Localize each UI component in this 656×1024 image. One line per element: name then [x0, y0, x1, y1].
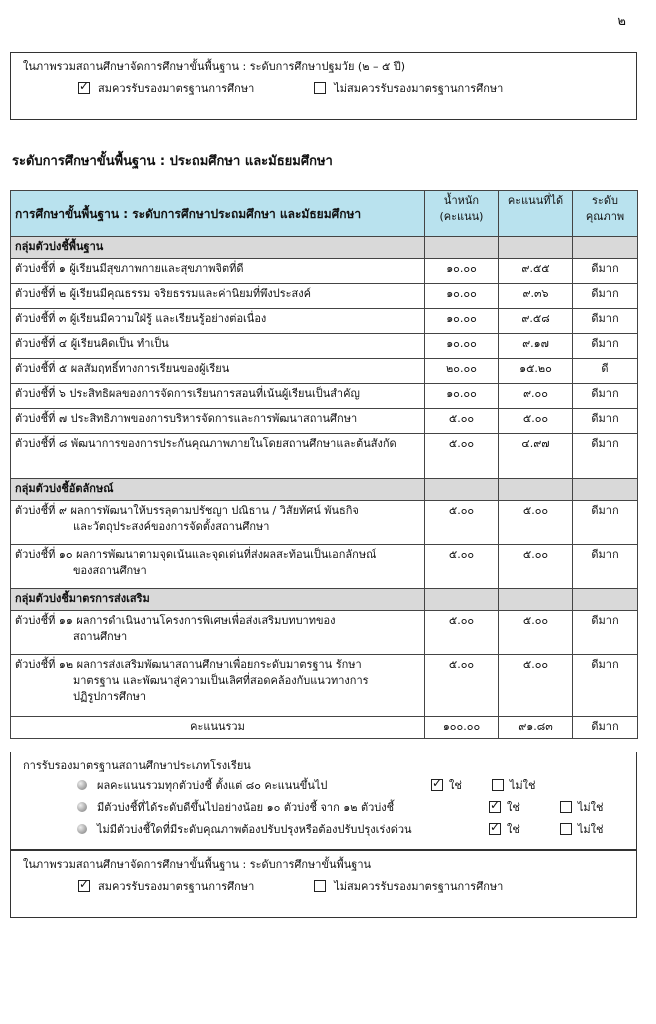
bottom-option-certify-label: สมควรรับรองมาตรฐานการศึกษา [98, 880, 255, 893]
indicator-label [11, 655, 425, 717]
indicator-table [10, 190, 638, 739]
top-option-not-certify[interactable] [314, 79, 503, 97]
indicator-label-line: ของสถานศึกษา [73, 564, 147, 577]
total-weight: ๑๐๐.๐๐ [425, 717, 499, 739]
indicator-label: ตัวบ่งชี้ที่ ๘ พัฒนาการของการประกันคุณภาพภายในโดยสถานศึกษาและต้นสังกัด [11, 434, 425, 479]
indicator-weight: ๕.๐๐ [425, 655, 499, 717]
criteria-row [23, 818, 624, 840]
criteria-yes[interactable] [489, 820, 520, 838]
indicator-level: ดีมาก [573, 501, 638, 545]
indicator-level: ดีมาก [573, 384, 638, 409]
indicator-level: ดีมาก [573, 611, 638, 655]
bottom-summary-box [10, 850, 637, 918]
indicator-weight: ๑๐.๐๐ [425, 259, 499, 284]
indicator-label: ตัวบ่งชี้ที่ ๓ ผู้เรียนมีความใฝ่รู้ และเรียนรู้อย่างต่อเนื่อง [11, 309, 425, 334]
indicator-weight: ๕.๐๐ [425, 409, 499, 434]
indicator-label-line: ตัวบ่งชี้ที่ ๙ ผลการพัฒนาให้บรรลุตามปรัชญา ปณิธาน / วิสัยทัศน์ พันธกิจ [15, 504, 359, 517]
indicator-level: ดีมาก [573, 655, 638, 717]
indicator-level: ดีมาก [573, 434, 638, 479]
criteria-text: ไม่มีตัวบ่งชี้ใดที่มีระดับคุณภาพต้องปรับปรุงหรือต้องปรับปรุงเร่งด่วน [97, 823, 412, 836]
indicator-level: ดี [573, 359, 638, 384]
indicator-weight: ๑๐.๐๐ [425, 309, 499, 334]
indicator-level: ดีมาก [573, 284, 638, 309]
empty-checkbox-icon[interactable] [560, 823, 572, 835]
criteria-yes[interactable] [431, 776, 462, 794]
indicator-label-line: ตัวบ่งชี้ที่ ๑๒ ผลการส่งเสริมพัฒนาสถานศึกษาเพื่อยกระดับมาตรฐาน รักษา [15, 658, 362, 671]
indicator-weight: ๑๐.๐๐ [425, 284, 499, 309]
bottom-summary-title: ในภาพรวมสถานศึกษาจัดการศึกษาขั้นพื้นฐาน : ระดับการศึกษาขั้นพื้นฐาน [23, 858, 372, 871]
criteria-yes[interactable] [489, 798, 520, 816]
indicator-level: ดีมาก [573, 309, 638, 334]
indicator-level: ดีมาก [573, 334, 638, 359]
indicator-weight: ๕.๐๐ [425, 501, 499, 545]
indicator-label: ตัวบ่งชี้ที่ ๗ ประสิทธิภาพของการบริหารจัดการและการพัฒนาสถานศึกษา [11, 409, 425, 434]
bottom-option-not-certify[interactable] [314, 877, 503, 895]
indicator-score: ๙.๑๗ [499, 334, 573, 359]
indicator-weight: ๕.๐๐ [425, 434, 499, 479]
indicator-label-line: ปฏิรูปการศึกษา [73, 690, 147, 703]
header-weight: น้ำหนัก (คะแนน) [425, 191, 499, 237]
indicator-score: ๕.๐๐ [499, 409, 573, 434]
empty-checkbox-icon[interactable] [314, 880, 326, 892]
indicator-weight: ๕.๐๐ [425, 611, 499, 655]
bottom-option-certify[interactable] [78, 877, 254, 895]
indicator-weight: ๑๐.๐๐ [425, 384, 499, 409]
checked-checkbox-icon[interactable] [78, 82, 90, 94]
bottom-option-not-certify-label: ไม่สมควรรับรองมาตรฐานการศึกษา [334, 880, 504, 893]
indicator-label [11, 545, 425, 589]
bottom-summary-options [23, 877, 624, 895]
certification-criteria [10, 752, 637, 850]
indicator-label: ตัวบ่งชี้ที่ ๖ ประสิทธิผลของการจัดการเรียนการสอนที่เน้นผู้เรียนเป็นสำคัญ [11, 384, 425, 409]
criteria-text: ผลคะแนนรวมทุกตัวบ่งชี้ ตั้งแต่ ๘๐ คะแนนขึ้นไป [97, 779, 328, 792]
criteria-no[interactable] [492, 776, 536, 794]
checked-checkbox-icon[interactable] [489, 823, 501, 835]
top-summary-options [23, 79, 624, 97]
checked-checkbox-icon[interactable] [431, 779, 443, 791]
yes-label: ใช่ [507, 801, 520, 814]
top-option-not-certify-label: ไม่สมควรรับรองมาตรฐานการศึกษา [334, 82, 504, 95]
yes-label: ใช่ [449, 779, 462, 792]
indicator-label [11, 611, 425, 655]
no-label: ไม่ใช่ [509, 779, 536, 792]
indicator-score: ๕.๐๐ [499, 655, 573, 717]
indicator-label-line: มาตรฐาน และพัฒนาสู่ความเป็นเลิศที่สอดคล้องกับแนวทางการ [73, 674, 369, 687]
indicator-score: ๙.๕๕ [499, 259, 573, 284]
group-promotion: กลุ่มตัวบ่งชี้มาตรการส่งเสริม [11, 589, 425, 611]
indicator-label: ตัวบ่งชี้ที่ ๕ ผลสัมฤทธิ์ทางการเรียนของผู้เรียน [11, 359, 425, 384]
section-heading: ระดับการศึกษาขั้นพื้นฐาน : ประถมศึกษา และมัธยมศึกษา [12, 154, 333, 169]
total-level: ดีมาก [573, 717, 638, 739]
bullet-icon [77, 780, 87, 790]
indicator-label: ตัวบ่งชี้ที่ ๑ ผู้เรียนมีสุขภาพกายและสุขภาพจิตที่ดี [11, 259, 425, 284]
criteria-title: การรับรองมาตรฐานสถานศึกษาประเภทโรงเรียน [23, 759, 251, 772]
indicator-score: ๙.๕๘ [499, 309, 573, 334]
indicator-label: ตัวบ่งชี้ที่ ๒ ผู้เรียนมีคุณธรรม จริยธรรมและค่านิยมที่พึงประสงค์ [11, 284, 425, 309]
indicator-weight: ๕.๐๐ [425, 545, 499, 589]
empty-checkbox-icon[interactable] [560, 801, 572, 813]
criteria-row [23, 774, 624, 796]
indicator-level: ดีมาก [573, 259, 638, 284]
criteria-no[interactable] [560, 820, 604, 838]
top-option-certify-label: สมควรรับรองมาตรฐานการศึกษา [98, 82, 255, 95]
indicator-level: ดีมาก [573, 409, 638, 434]
group-basic: กลุ่มตัวบ่งชี้พื้นฐาน [11, 237, 425, 259]
header-score: คะแนนที่ได้ [499, 191, 573, 237]
bullet-icon [77, 824, 87, 834]
header-quality: ระดับ คุณภาพ [573, 191, 638, 237]
top-summary-title: ในภาพรวมสถานศึกษาจัดการศึกษาขั้นพื้นฐาน : ระดับการศึกษาปฐมวัย (๒ – ๕ ปี) [23, 60, 406, 73]
indicator-score: ๕.๐๐ [499, 545, 573, 589]
criteria-no[interactable] [560, 798, 604, 816]
indicator-level: ดีมาก [573, 545, 638, 589]
criteria-row [23, 796, 624, 818]
indicator-weight: ๑๐.๐๐ [425, 334, 499, 359]
indicator-label-line: ตัวบ่งชี้ที่ ๑๐ ผลการพัฒนาตามจุดเน้นและจุดเด่นที่ส่งผลสะท้อนเป็นเอกลักษณ์ [15, 548, 377, 561]
indicator-label-line: สถานศึกษา [73, 630, 128, 643]
yes-label: ใช่ [507, 823, 520, 836]
page-number: ๒ [617, 14, 626, 29]
empty-checkbox-icon[interactable] [492, 779, 504, 791]
indicator-score: ๕.๐๐ [499, 611, 573, 655]
indicator-label: ตัวบ่งชี้ที่ ๔ ผู้เรียนคิดเป็น ทำเป็น [11, 334, 425, 359]
checked-checkbox-icon[interactable] [489, 801, 501, 813]
indicator-label [11, 501, 425, 545]
criteria-text: มีตัวบ่งชี้ที่ได้ระดับดีขึ้นไปอย่างน้อย ๑๐ ตัวบ่งชี้ จาก ๑๒ ตัวบ่งชี้ [97, 801, 395, 814]
total-score: ๙๑.๘๓ [499, 717, 573, 739]
top-option-certify[interactable] [78, 79, 254, 97]
indicator-score: ๑๕.๒๐ [499, 359, 573, 384]
header-level: การศึกษาขั้นพื้นฐาน : ระดับการศึกษาประถมศึกษา และมัธยมศึกษา [11, 191, 425, 237]
indicator-score: ๙.๐๐ [499, 384, 573, 409]
bullet-icon [77, 802, 87, 812]
no-label: ไม่ใช่ [577, 801, 604, 814]
total-label: คะแนนรวม [11, 717, 425, 739]
no-label: ไม่ใช่ [577, 823, 604, 836]
empty-checkbox-icon[interactable] [314, 82, 326, 94]
group-identity: กลุ่มตัวบ่งชี้อัตลักษณ์ [11, 479, 425, 501]
indicator-score: ๙.๓๖ [499, 284, 573, 309]
checked-checkbox-icon[interactable] [78, 880, 90, 892]
top-summary-box [10, 52, 637, 120]
indicator-label-line: และวัตถุประสงค์ของการจัดตั้งสถานศึกษา [73, 520, 270, 533]
indicator-score: ๕.๐๐ [499, 501, 573, 545]
indicator-label-line: ตัวบ่งชี้ที่ ๑๑ ผลการดำเนินงานโครงการพิเศษเพื่อส่งเสริมบทบาทของ [15, 614, 336, 627]
indicator-weight: ๒๐.๐๐ [425, 359, 499, 384]
indicator-score: ๔.๙๗ [499, 434, 573, 479]
